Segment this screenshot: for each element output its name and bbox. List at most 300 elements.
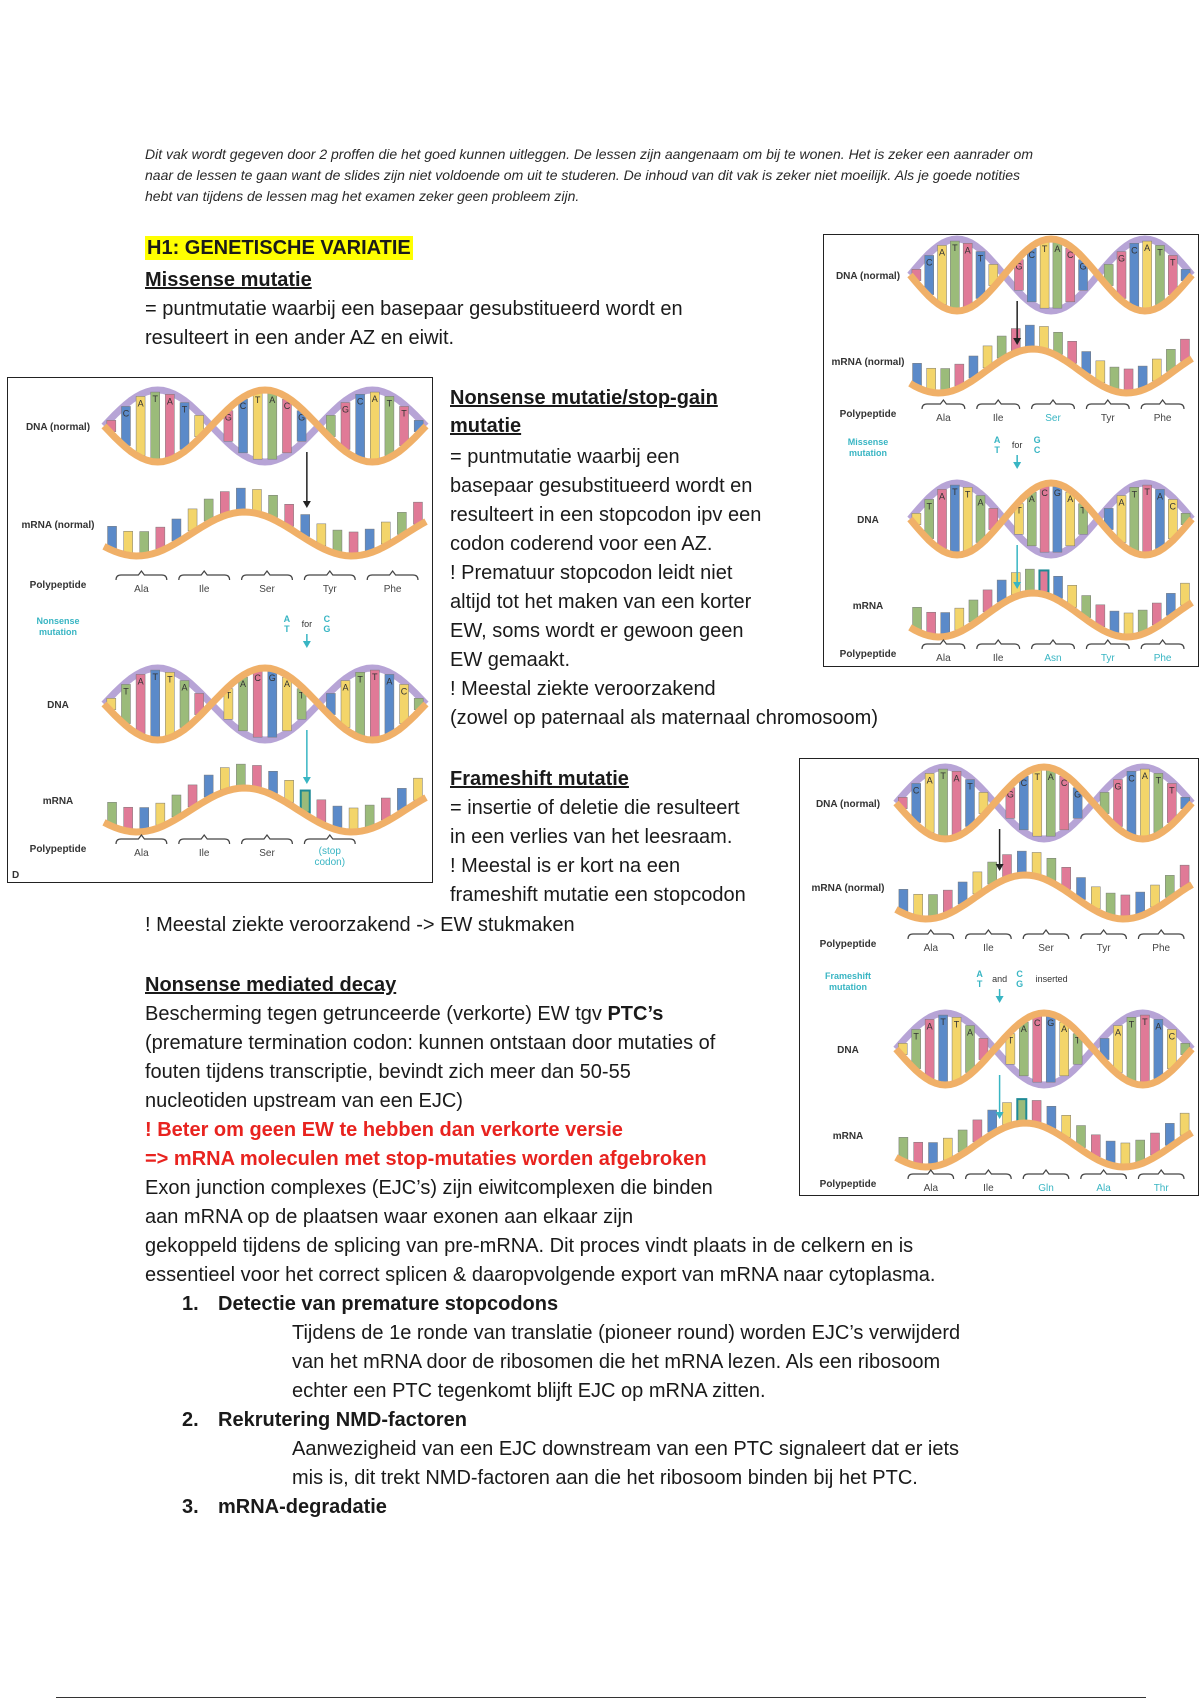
row-label: mRNA [832, 1131, 864, 1142]
base-letter: T [167, 674, 173, 685]
nucleotide [1136, 1140, 1145, 1162]
nucleotide [140, 532, 149, 554]
codon-brace [1081, 930, 1127, 939]
mutation-arrow [1013, 455, 1021, 469]
row-label: mRNA (normal) [831, 357, 905, 368]
mutation-diagram [824, 235, 1198, 666]
base-letter: A [1061, 1024, 1068, 1035]
mutation-base: C [323, 614, 331, 624]
row-label: DNA [47, 700, 69, 711]
codon-brace [1023, 930, 1069, 939]
base-letter: A [926, 775, 933, 786]
base-letter: T [386, 398, 393, 409]
amino-acid: Asn [1044, 653, 1062, 664]
base-letter: G [298, 412, 306, 423]
nonsense-line: ! Meestal ziekte veroorzakend [450, 678, 716, 700]
base-letter: C [912, 785, 920, 796]
amino-acid: Phe [383, 584, 402, 595]
mutation-base: C [1033, 445, 1041, 455]
codon-brace [1138, 1170, 1184, 1179]
base-letter: T [1128, 1019, 1135, 1030]
codon-brace [116, 835, 167, 844]
base-letter: T [952, 243, 958, 254]
nonsense-line: = puntmutatie waarbij een [450, 446, 680, 468]
amino-acid: (stop [318, 846, 341, 857]
nucleotide [1017, 851, 1026, 873]
frameshift-line: = insertie of deletie die resulteert [450, 797, 740, 819]
mrna-backbone [910, 349, 1192, 393]
figure-corner-label: D [12, 870, 20, 881]
transcription-arrow [303, 452, 311, 508]
mutation-base: A [976, 969, 983, 979]
dna-helix-normal [896, 767, 1192, 839]
codon-brace [1032, 400, 1075, 409]
codon-brace [908, 1170, 954, 1179]
nonsense-title-2: mutatie [450, 415, 522, 437]
mutation-type-label: mutation [849, 448, 887, 458]
base-letter: T [357, 674, 363, 685]
frameshift-line: frameshift mutatie een stopcodon [450, 884, 746, 906]
nucleotide [252, 765, 261, 787]
dna-helix-mutant [104, 668, 426, 740]
base-letter: A [240, 679, 247, 690]
base-letter: C [283, 401, 291, 412]
nucleotide [1124, 613, 1133, 635]
base-letter: A [137, 676, 144, 687]
base-letter: T [1007, 1035, 1014, 1046]
base-letter: C [239, 401, 247, 412]
base-letter: A [269, 394, 276, 405]
mutation-base: G [323, 624, 331, 634]
mutation-arrow [996, 989, 1004, 1003]
base-letter: T [401, 408, 407, 419]
mrna-strand-mutant [896, 1099, 1192, 1167]
row-label: Polypeptide [839, 649, 897, 660]
codon-brace [304, 835, 355, 844]
base-letter: A [1020, 1024, 1027, 1035]
base-letter: A [1114, 1027, 1122, 1038]
base-letter: G [1015, 261, 1023, 272]
nmd-line: nucleotiden upstream van een EJC) [145, 1090, 463, 1112]
ejc-line: aan mRNA op de plaatsen waar exonen aan elkaar zijn [145, 1206, 634, 1228]
base-letter: A [1067, 494, 1074, 505]
nucleotide [914, 894, 923, 916]
frameshift-mutation-figure [799, 758, 1199, 1196]
base-letter: C [254, 672, 261, 683]
row-label: Polypeptide [29, 844, 87, 855]
codon-brace [179, 571, 230, 580]
base-letter: G [224, 412, 232, 423]
step-desc: Aanwezigheid van een EJC downstream van een PTC signaleert dat er iets [292, 1438, 960, 1460]
nucleotide [140, 808, 149, 830]
mutation-diagram [8, 378, 432, 882]
base-letter: T [1080, 505, 1086, 516]
nucleotide [220, 492, 229, 514]
amino-acid: Tyr [1100, 413, 1115, 424]
nucleotide [1025, 325, 1034, 347]
mrna-strand-mutant [910, 569, 1192, 637]
nonsense-line: codon coderend voor een AZ. [450, 533, 713, 555]
base-letter: A [1141, 771, 1148, 782]
amino-acid: Ser [1045, 413, 1061, 424]
nonsense-line: basepaar gesubstitueerd wordt en [450, 475, 753, 497]
bottom-rule [56, 1697, 1146, 1698]
codon-brace [1032, 640, 1075, 649]
base-letter: T [254, 394, 261, 405]
base-letter: A [1144, 243, 1151, 254]
nucleotide [333, 530, 342, 552]
base-letter: A [1054, 243, 1061, 254]
nonsense-line: ! Prematuur stopcodon leidt niet [450, 562, 733, 584]
base-letter: A [926, 1021, 933, 1032]
chapter-title: H1: GENETISCHE VARIATIE [147, 237, 411, 259]
nucleotide [124, 531, 133, 553]
codon-brace [116, 571, 167, 580]
frameshift-line: ! Meestal is er kort na een [450, 855, 681, 877]
amino-acid: Tyr [322, 584, 337, 595]
base-letter: A [386, 676, 393, 687]
amino-acid: Ala [923, 1183, 939, 1194]
codon-brace [242, 571, 293, 580]
transcription-arrow [303, 730, 311, 784]
base-letter: C [1169, 501, 1177, 512]
base-letter: T [913, 1031, 919, 1042]
row-label: Polypeptide [839, 409, 897, 420]
nucleotide [1136, 892, 1145, 914]
base-letter: C [1131, 245, 1138, 256]
base-letter: T [952, 487, 958, 498]
nonsense-line: altijd tot het maken van een korter [450, 591, 752, 613]
nucleotide [365, 529, 374, 551]
nucleotide [1121, 1143, 1130, 1165]
codon-brace [966, 930, 1012, 939]
base-letter: T [926, 501, 932, 512]
mutation-type-label: Missense [847, 437, 889, 447]
base-letter: A [939, 247, 946, 258]
nonsense-line: resulteert in een stopcodon ipv een [450, 504, 762, 526]
step-title: Detectie van premature stopcodons [218, 1293, 559, 1315]
intro-paragraph: Dit vak wordt gegeven door 2 proffen die het goed kunnen uitleggen. De lessen zijn aangenaam om bij te wonen. Het is zeker een aanrader om naar de lessen te gaan want de slides zijn niet voldoende om uit te studeren. De inhoud van dit vak is zeker niet moeilijk. Als je goede notities hebt van tijdens de lessen mag het examen zeker geen probleem zijn. [145, 146, 1033, 204]
nmd-title: Nonsense mediated decay [145, 974, 397, 996]
nucleotide [929, 895, 938, 917]
base-letter: C [1020, 778, 1028, 789]
base-letter: T [298, 690, 305, 701]
step-desc: van het mRNA door de ribosomen die het mRNA lezen. Als een ribosoom [292, 1351, 941, 1373]
base-letter: A [1156, 491, 1163, 502]
nucleotide [941, 369, 950, 391]
transcription-arrow [996, 1075, 1004, 1119]
mrna-backbone [896, 875, 1192, 919]
amino-acid: Phe [1153, 653, 1172, 664]
base-letter: T [152, 394, 158, 405]
nmd-line-1: Bescherming tegen getrunceerde (verkorte) EW tgv PTC’s [145, 1003, 664, 1025]
amino-acid: Ala [936, 413, 951, 424]
amino-acid: Ala [923, 943, 939, 954]
codon-brace [908, 930, 954, 939]
dna-helix-mutant [910, 483, 1192, 555]
row-label: mRNA (normal) [21, 520, 95, 531]
base-letter: T [372, 672, 378, 683]
amino-acid: Ala [134, 848, 149, 859]
missense-line-1: = puntmutatie waarbij een basepaar gesubstitueerd wordt en [145, 298, 683, 320]
step-title: mRNA-degradatie [218, 1496, 387, 1518]
amino-acid: Ile [992, 653, 1004, 664]
base-letter: T [940, 771, 946, 782]
base-letter: A [371, 394, 378, 405]
step-number: 3. [182, 1496, 199, 1518]
nucleotide [156, 803, 165, 825]
mrna-strand-normal [896, 851, 1192, 919]
nucleotide [1106, 1141, 1115, 1163]
base-letter: C [1168, 1031, 1176, 1042]
base-letter: A [1047, 771, 1054, 782]
nucleotide [269, 771, 278, 793]
mutation-type-label: Nonsense [36, 616, 80, 626]
nonsense-mutation-figure [7, 377, 433, 883]
dna-helix-normal [910, 239, 1192, 311]
row-label: DNA (normal) [815, 799, 881, 810]
mrna-backbone [104, 788, 426, 832]
mutation-type-label: mutation [829, 982, 867, 992]
mutation-base: G [1033, 435, 1041, 445]
nmd-steps-list [182, 1290, 1082, 1550]
base-letter: A [1155, 1021, 1162, 1032]
nmd-line: fouten tijdens transcriptie, bevindt zich meer dan 50-55 [145, 1061, 631, 1083]
mutation-base: A [993, 435, 1001, 445]
nucleotide [1039, 570, 1048, 592]
nucleotide [220, 768, 229, 790]
frameshift-note: ! Meestal ziekte veroorzakend -> EW stukmaken [145, 914, 575, 936]
mutation-base: A [283, 614, 291, 624]
amino-acid: Ile [983, 1183, 994, 1194]
base-letter: C [1041, 487, 1048, 498]
nucleotide [124, 807, 133, 829]
base-letter: C [925, 257, 933, 268]
base-letter: T [953, 1019, 960, 1030]
nucleotide [1110, 611, 1119, 633]
base-letter: T [1074, 1035, 1081, 1046]
mutation-arrow [303, 634, 311, 648]
codon-brace [179, 835, 230, 844]
mutation-note: inserted [1035, 974, 1068, 984]
base-letter: C [1060, 778, 1068, 789]
mrna-strand-normal [910, 325, 1192, 393]
nmd-line: (premature termination codon: kunnen ontstaan door mutaties of [145, 1032, 716, 1054]
amino-acid: Ala [134, 584, 149, 595]
nonsense-line: (zowel op paternaal als maternaal chromosoom) [450, 707, 878, 729]
base-letter: A [283, 679, 290, 690]
transcription-arrow [1013, 301, 1021, 345]
mrna-strand-normal [104, 488, 426, 556]
base-letter: C [1034, 1017, 1041, 1028]
base-letter: T [1034, 771, 1041, 782]
row-label: Polypeptide [819, 1179, 877, 1190]
nucleotide [1003, 855, 1012, 877]
nonsense-title-1: Nonsense mutatie/stop-gain [450, 387, 718, 409]
step-desc: mis is, dit trekt NMD-factoren aan die het ribosoom binden bij het PTC. [292, 1467, 918, 1489]
base-letter: A [953, 773, 960, 784]
base-letter: T [1142, 1017, 1148, 1028]
mutation-connector: and [992, 974, 1008, 984]
nucleotide [1017, 1099, 1026, 1121]
step-desc: echter een PTC tegenkomt blijft EJC op mRNA zitten. [292, 1380, 766, 1402]
codon-brace [1138, 930, 1184, 939]
ejc-line: gekoppeld tijdens de splicing van pre-mRNA. Dit proces vindt plaats in de celkern en is [145, 1235, 914, 1257]
step-desc: Tijdens de 1e ronde van translatie (pioneer round) worden EJC’s verwijderd [292, 1322, 961, 1344]
step-title: Rekrutering NMD-factoren [218, 1409, 467, 1431]
base-letter: G [1074, 789, 1082, 800]
base-letter: A [1118, 497, 1125, 508]
nucleotide [1025, 569, 1034, 591]
nucleotide [1106, 893, 1115, 915]
mutation-base: T [284, 624, 290, 634]
missense-mutation-figure [823, 234, 1199, 667]
base-letter: T [964, 489, 971, 500]
base-letter: C [1066, 250, 1074, 261]
amino-acid: Ala [936, 653, 951, 664]
nucleotide [1121, 895, 1130, 917]
base-letter: A [181, 682, 188, 693]
amino-acid: codon) [314, 857, 346, 868]
row-label: mRNA [42, 796, 74, 807]
nucleotide [941, 613, 950, 635]
codon-brace [922, 400, 965, 409]
base-letter: G [1079, 261, 1087, 272]
codon-brace [304, 571, 355, 580]
codon-brace [1141, 640, 1184, 649]
base-letter: G [1047, 1017, 1055, 1028]
ptc-term: PTC’s [607, 1003, 664, 1025]
codon-brace [1023, 1170, 1069, 1179]
base-letter: G [1053, 487, 1061, 498]
nmd-red-2: => mRNA moleculen met stop-mutaties worden afgebroken [145, 1148, 707, 1170]
nucleotide [236, 764, 245, 786]
base-letter: C [356, 396, 364, 407]
mrna-backbone [896, 1123, 1192, 1167]
amino-acid: Phe [1153, 413, 1172, 424]
missense-line-2: resulteert in een ander AZ en eiwit. [145, 327, 455, 349]
mutation-diagram [800, 759, 1198, 1195]
nucleotide [349, 532, 358, 554]
codon-brace [922, 640, 965, 649]
frameshift-title: Frameshift mutatie [450, 768, 629, 790]
amino-acid: Ser [259, 584, 275, 595]
amino-acid: Ile [992, 413, 1004, 424]
base-letter: A [977, 497, 984, 508]
nucleotide [1124, 369, 1133, 391]
base-letter: T [967, 781, 973, 792]
transcription-arrow [1013, 545, 1021, 589]
base-letter: T [1041, 243, 1048, 254]
codon-brace [977, 640, 1020, 649]
nmd-red-1: ! Beter om geen EW te hebben dan verkorte versie [145, 1119, 623, 1141]
base-letter: T [181, 404, 188, 415]
base-letter: G [1114, 781, 1122, 792]
frameshift-line: in een verlies van het leesraam. [450, 826, 733, 848]
base-letter: T [977, 253, 984, 264]
base-letter: T [1144, 487, 1150, 498]
ejc-line: essentieel voor het correct splicen & daaropvolgende export van mRNA naar cytoplasma. [145, 1264, 936, 1286]
mutation-connector: for [301, 619, 313, 629]
mutation-type-label: mutation [39, 627, 77, 637]
mrna-backbone [910, 593, 1192, 637]
nucleotide [1110, 367, 1119, 389]
base-letter: G [1006, 789, 1014, 800]
mutation-base: C [1016, 969, 1023, 979]
base-letter: T [1157, 247, 1163, 258]
nucleotide [252, 489, 261, 511]
codon-brace [1086, 640, 1129, 649]
base-letter: C [400, 686, 408, 697]
nucleotide [349, 808, 358, 830]
amino-acid: Ile [983, 943, 994, 954]
base-letter: T [940, 1017, 946, 1028]
nonsense-line: EW gemaakt. [450, 649, 571, 671]
base-letter: T [1169, 785, 1175, 796]
base-letter: C [122, 408, 130, 419]
nucleotide [929, 1143, 938, 1165]
mutation-base: T [994, 445, 1000, 455]
amino-acid: Gln [1038, 1183, 1054, 1194]
row-label: DNA (normal) [25, 422, 91, 433]
amino-acid: Tyr [1096, 943, 1111, 954]
amino-acid: Ser [259, 848, 275, 859]
base-letter: T [1155, 775, 1162, 786]
row-label: Polypeptide [819, 939, 877, 950]
nucleotide [236, 488, 245, 510]
mrna-backbone [104, 512, 426, 556]
base-letter: A [939, 491, 946, 502]
dna-helix-normal [104, 390, 426, 462]
nucleotide [1138, 366, 1147, 388]
step-number: 2. [182, 1409, 199, 1431]
base-letter: G [1117, 253, 1126, 264]
amino-acid: Tyr [1100, 653, 1115, 664]
nucleotide [269, 495, 278, 517]
base-letter: A [964, 245, 971, 256]
row-label: DNA [837, 1045, 859, 1056]
codon-brace [1086, 400, 1129, 409]
nucleotide [1032, 852, 1041, 874]
base-letter: G [268, 672, 276, 683]
mutation-type-label: Frameshift [824, 971, 872, 981]
row-label: Polypeptide [29, 580, 87, 591]
nucleotide [927, 612, 936, 634]
nucleotide [927, 368, 936, 390]
base-letter: A [137, 398, 144, 409]
base-letter: C [1128, 773, 1135, 784]
codon-brace [977, 400, 1020, 409]
nucleotide [333, 806, 342, 828]
nucleotide [914, 1142, 923, 1164]
amino-acid: Phe [1152, 943, 1171, 954]
nucleotide [365, 805, 374, 827]
nucleotide [1039, 326, 1048, 348]
row-label: DNA [857, 515, 879, 526]
codon-brace [1081, 1170, 1127, 1179]
codon-brace [367, 571, 418, 580]
dna-helix-mutant [896, 1013, 1192, 1085]
codon-brace [242, 835, 293, 844]
mutation-connector: for [1011, 440, 1023, 450]
base-letter: T [225, 690, 232, 701]
base-letter: A [166, 396, 173, 407]
amino-acid: Ser [1038, 943, 1054, 954]
transcription-arrow [996, 829, 1004, 871]
codon-brace [1141, 400, 1184, 409]
row-label: mRNA (normal) [811, 883, 885, 894]
row-label: DNA (normal) [835, 271, 901, 282]
